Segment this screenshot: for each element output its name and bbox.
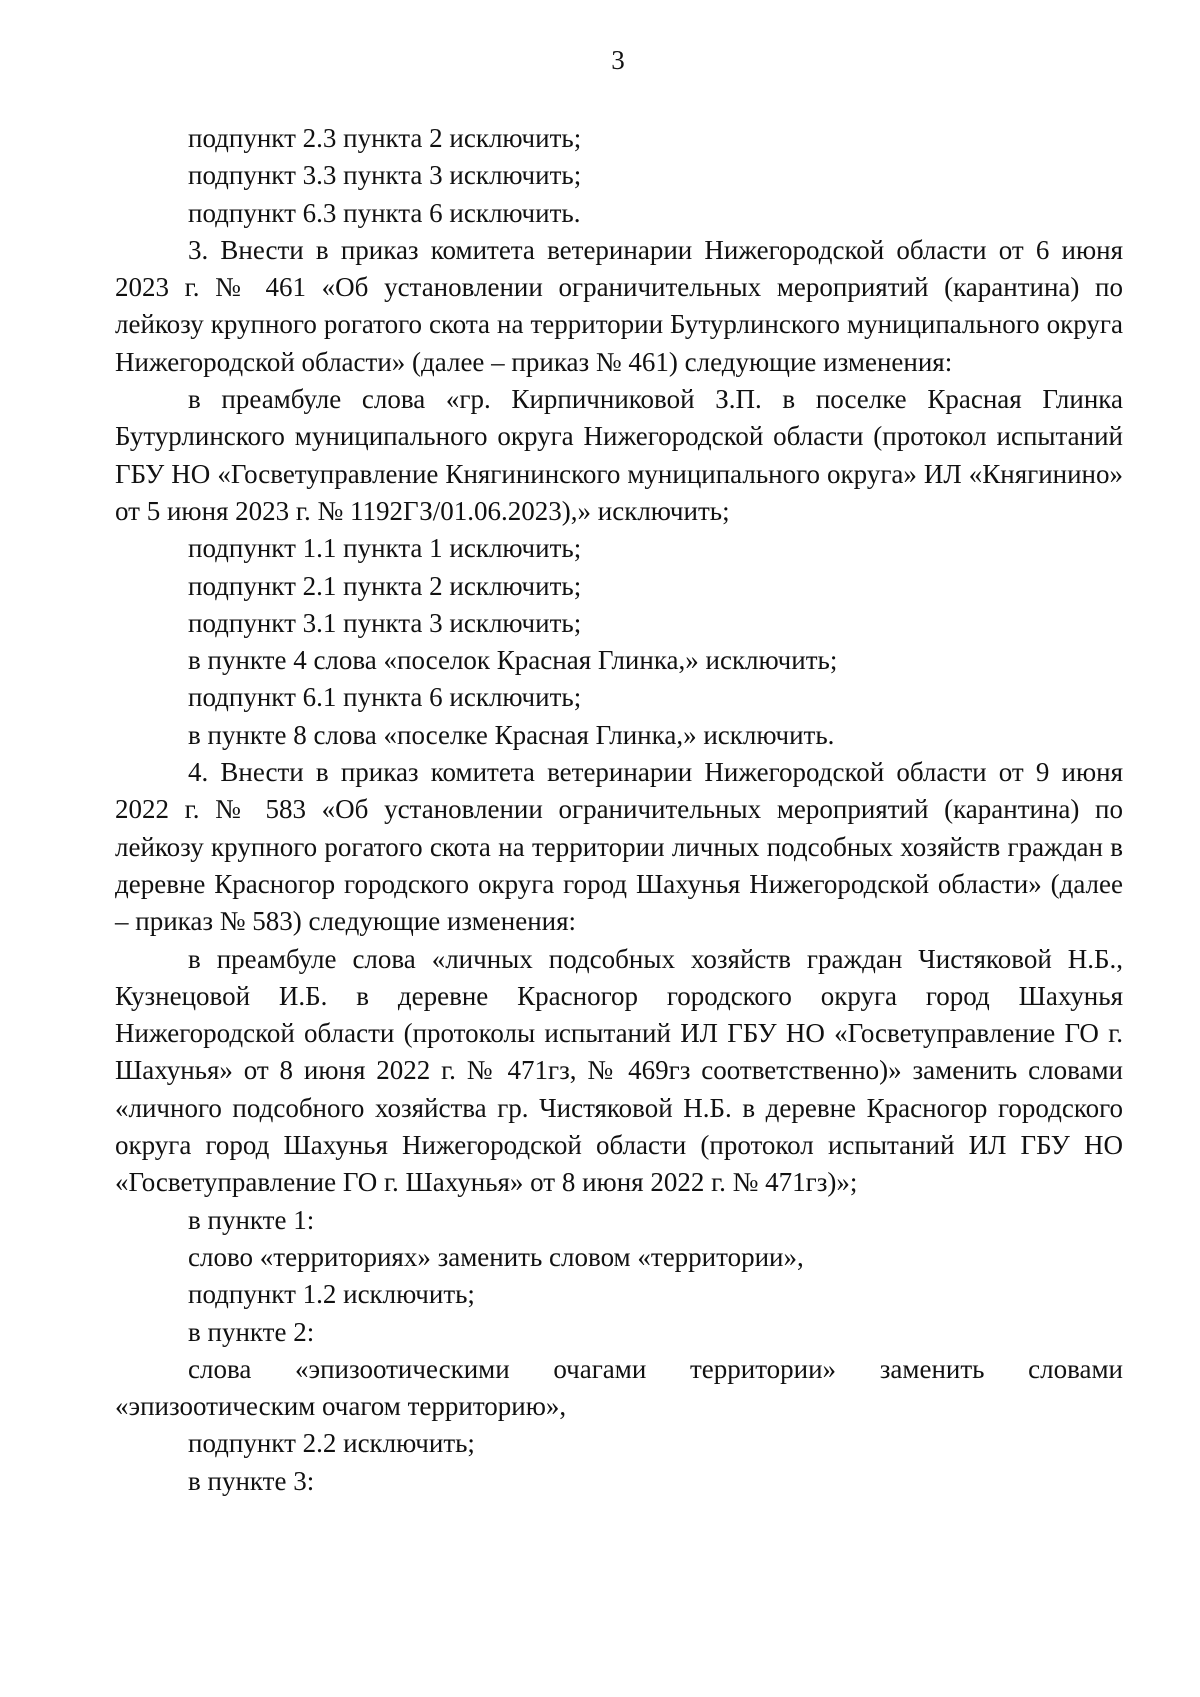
paragraph-preamble-461: в преамбуле слова «гр. Кирпичниковой З.П. в поселке Красная Глинка Бутурлинского муниципального округа Нижегородской области (протокол испытаний ГБУ НО «Госветуправление Княгининского муниципального округа» ИЛ «Княгинино» от 5 июня 2023 г. № 1192ГЗ/01.06.2023),» исключить; [115, 384, 1123, 526]
paragraph-word-replace: слово «территориях» заменить словом «территории», [188, 1241, 804, 1272]
paragraph-point-8: в пункте 8 слова «поселке Красная Глинка,» исключить. [188, 719, 835, 750]
paragraph-preamble-583: в преамбуле слова «личных подсобных хозяйств граждан Чистяковой Н.Б., Кузнецовой И.Б. в деревне Красногор городского округа город Шахунья Нижегородской области (протоколы испытаний ИЛ ГБУ НО «Госветуправление ГО г. Шахунья» от 8 июня 2022 г. № 471гз, № 469гз соответственно)» заменить словами «личного подсобного хозяйства гр. Чистяковой Н.Б. в деревне Красногор городского округа город Шахунья Нижегородской области (протокол испытаний ИЛ ГБУ НО «Госветуправление ГО г. Шахунья» от 8 июня 2022 г. № 471гз)»; [115, 943, 1123, 1198]
document-body [115, 120, 1123, 1500]
paragraph-words-replace: слова «эпизоотическими очагами территории» заменить словами «эпизоотическим очагом территорию», [115, 1353, 1123, 1422]
paragraph-subitem-2-2: подпункт 2.2 исключить; [188, 1428, 475, 1459]
paragraph-subitem-3-1: подпункт 3.1 пункта 3 исключить; [188, 607, 582, 638]
paragraph-subitem-1-2: подпункт 1.2 исключить; [188, 1279, 475, 1310]
paragraph-subitem-2-3: подпункт 2.3 пункта 2 исключить; [188, 123, 582, 153]
paragraph-subitem-3-3: подпункт 3.3 пункта 3 исключить; [188, 160, 582, 191]
paragraph-point-4: в пункте 4 слова «поселок Красная Глинка,» исключить; [188, 645, 838, 676]
paragraph-item-3: 3. Внести в приказ комитета ветеринарии Нижегородской области от 6 июня 2023 г. № 461 «Об установлении ограничительных мероприятий (карантина) по лейкозу крупного рогатого скота на территории Бутурлинского муниципального округа Нижегородской области» (далее – приказ № 461) следующие изменения: [115, 234, 1123, 377]
paragraph-subitem-6-1: подпункт 6.1 пункта 6 исключить; [188, 682, 582, 713]
paragraph-subitem-1-1: подпункт 1.1 пункта 1 исключить; [188, 533, 582, 564]
paragraph-subitem-2-1: подпункт 2.1 пункта 2 исключить; [188, 570, 582, 601]
paragraph-item-4: 4. Внести в приказ комитета ветеринарии Нижегородской области от 9 июня 2022 г. № 583 «Об установлении ограничительных мероприятий (карантина) по лейкозу крупного рогатого скота на территории личных подсобных хозяйств граждан в деревне Красногор городского округа город Шахунья Нижегородской области» (далее – приказ № 583) следующие изменения: [115, 757, 1123, 937]
paragraph-subitem-6-3: подпункт 6.3 пункта 6 исключить. [188, 197, 581, 228]
page-number: 3 [611, 45, 625, 75]
paragraph-in-point-3: в пункте 3: [188, 1465, 315, 1496]
paragraph-in-point-1: в пункте 1: [188, 1204, 315, 1235]
paragraph-in-point-2: в пункте 2: [188, 1316, 315, 1347]
